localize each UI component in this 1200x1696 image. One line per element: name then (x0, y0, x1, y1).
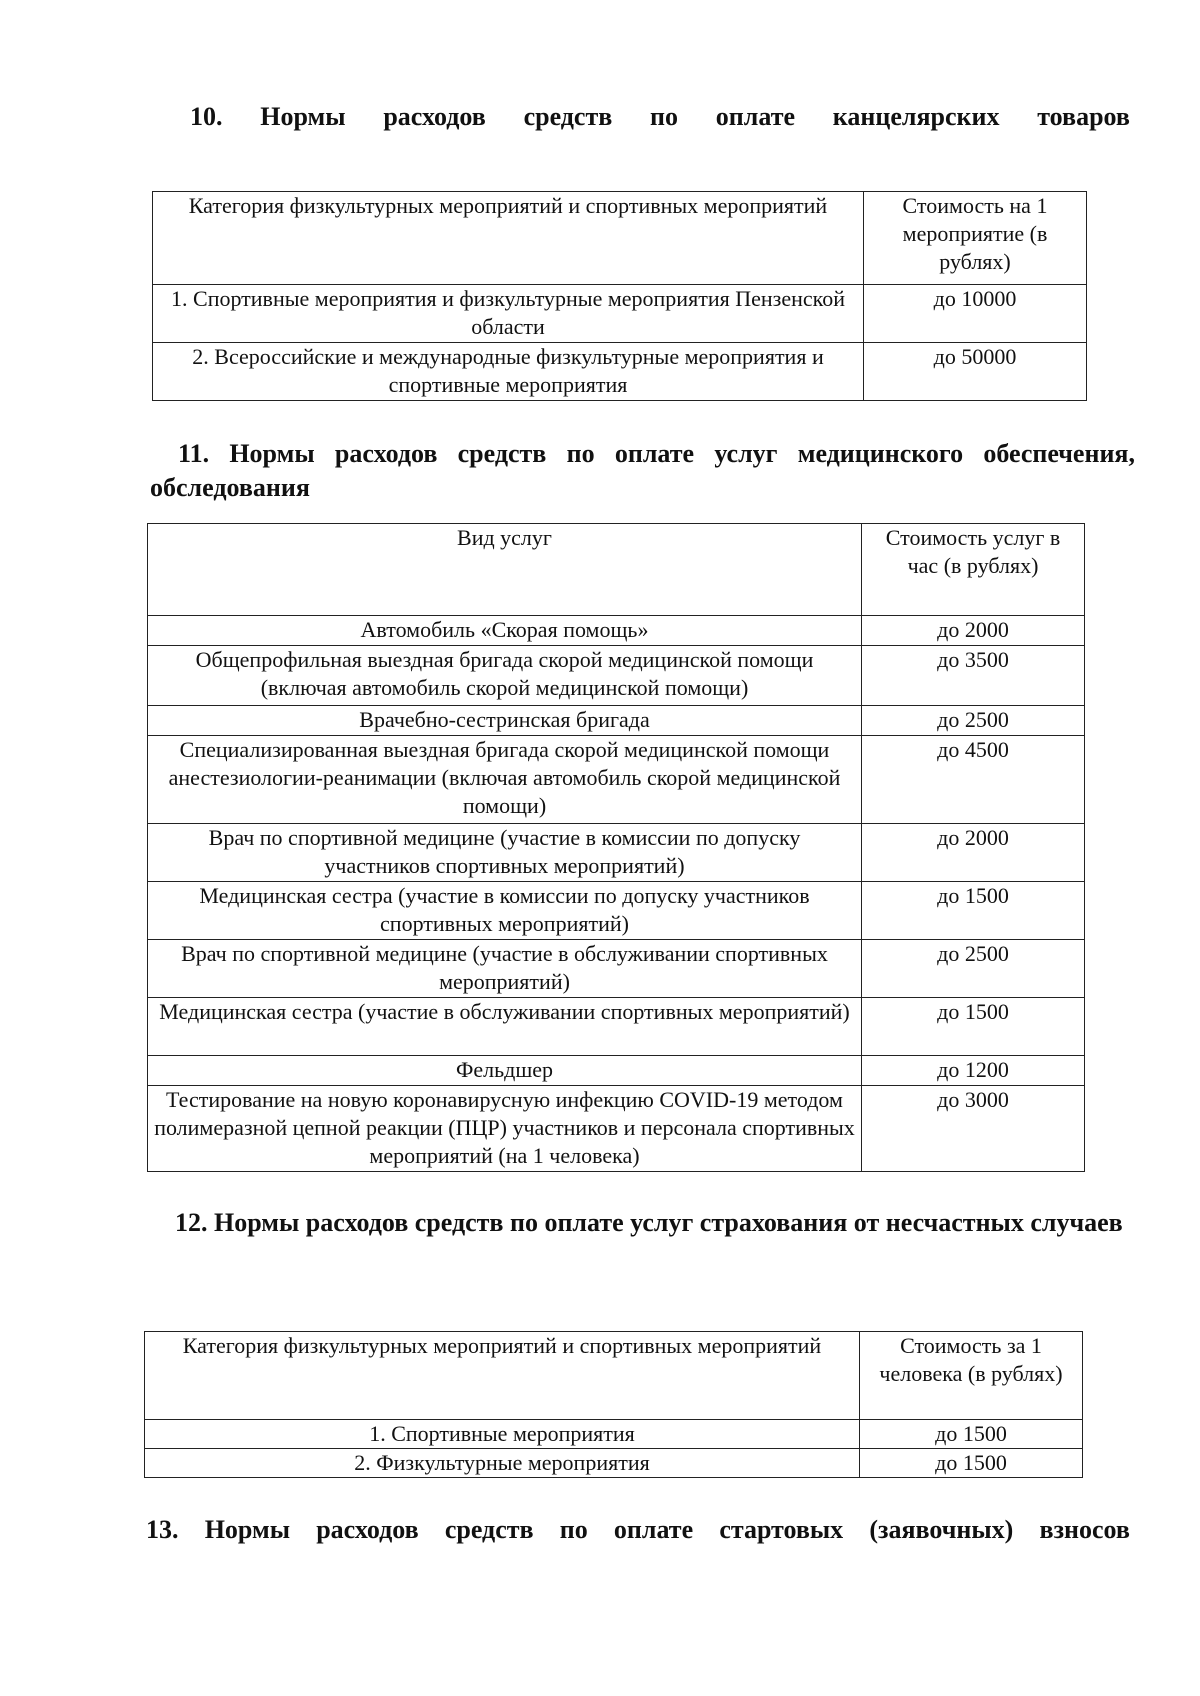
row-name-cell: Общепрофильная выездная бригада скорой медицинской помощи (включая автомобиль скорой медицинской помощи) (148, 646, 862, 706)
heading-word: товаров (1037, 102, 1130, 131)
stationery-cost-table (152, 191, 1087, 401)
row-name-cell: 1. Спортивные мероприятия и физкультурные мероприятия Пензенской области (153, 285, 864, 343)
heading-word: средств (523, 102, 613, 131)
row-name-cell: Медицинская сестра (участие в обслуживании спортивных мероприятий) (148, 998, 862, 1056)
heading-word: 10. (190, 102, 223, 131)
row-name-cell: 2. Всероссийские и международные физкультурные мероприятия и спортивные мероприятия (153, 343, 864, 401)
row-cost-cell: до 10000 (864, 285, 1087, 343)
table-header-row (145, 1332, 1083, 1420)
row-cost-cell: до 50000 (864, 343, 1087, 401)
heading-word: (заявочных) (869, 1515, 1014, 1544)
heading-word: расходов (383, 102, 486, 131)
heading-word: расходов (316, 1515, 419, 1544)
table-header-row (148, 524, 1085, 616)
row-cost-cell: до 1500 (860, 1420, 1083, 1449)
row-name-cell: Врач по спортивной медицине (участие в комиссии по допуску участников спортивных мероприятий) (148, 824, 862, 882)
row-name-cell: Медицинская сестра (участие в комиссии по допуску участников спортивных мероприятий) (148, 882, 862, 940)
row-cost-cell: до 4500 (862, 736, 1085, 824)
header-cost-cell: Стоимость за 1 человека (в рублях) (860, 1332, 1083, 1420)
section-10-heading (190, 100, 1130, 134)
row-cost-cell: до 2000 (862, 824, 1085, 882)
header-service-cell: Вид услуг (148, 524, 862, 616)
heading-word: оплате (613, 1515, 694, 1544)
medical-services-table (147, 523, 1085, 1172)
header-cost-cell: Стоимость услуг в час (в рублях) (862, 524, 1085, 616)
insurance-cost-table (144, 1331, 1083, 1478)
row-cost-cell: до 2500 (862, 940, 1085, 998)
table-row (148, 940, 1085, 998)
row-name-cell: Тестирование на новую коронавирусную инфекцию COVID-19 методом полимеразной цепной реакции (ПЦР) участников и персонала спортивных мероприятий (на 1 человека) (148, 1086, 862, 1172)
section-12-heading (145, 1206, 1130, 1240)
row-name-cell: Специализированная выездная бригада скорой медицинской помощи анестезиологии-реанимации (включая автомобиль скорой медицинской помощи) (148, 736, 862, 824)
section-13-heading (146, 1513, 1130, 1547)
table-row (148, 616, 1085, 646)
heading-word: оплате (715, 102, 796, 131)
table-row (148, 824, 1085, 882)
row-cost-cell: до 1500 (860, 1449, 1083, 1478)
heading-word: взносов (1039, 1515, 1130, 1544)
table-row (148, 882, 1085, 940)
header-cost-cell: Стоимость на 1 мероприятие (в рублях) (864, 192, 1087, 285)
table-row (148, 736, 1085, 824)
table-row (148, 706, 1085, 736)
row-cost-cell: до 1200 (862, 1056, 1085, 1086)
row-name-cell: Фельдшер (148, 1056, 862, 1086)
header-category-cell: Категория физкультурных мероприятий и спортивных мероприятий (145, 1332, 860, 1420)
heading-word: канцелярских (832, 102, 1000, 131)
table-row (148, 1086, 1085, 1172)
heading-word: Нормы (260, 102, 346, 131)
heading-word: средств (444, 1515, 534, 1544)
table-row (153, 285, 1087, 343)
heading-text: 12. Нормы расходов средств по оплате услуг страхования от несчастных случаев (175, 1208, 1123, 1237)
table-row (145, 1449, 1083, 1478)
table-header-row (153, 192, 1087, 285)
table-row (145, 1420, 1083, 1449)
table-row (148, 1056, 1085, 1086)
row-name-cell: 2. Физкультурные мероприятия (145, 1449, 860, 1478)
row-cost-cell: до 1500 (862, 998, 1085, 1056)
row-cost-cell: до 3500 (862, 646, 1085, 706)
row-cost-cell: до 1500 (862, 882, 1085, 940)
heading-word: по (650, 102, 679, 131)
row-name-cell: Врачебно-сестринская бригада (148, 706, 862, 736)
row-name-cell: Врач по спортивной медицине (участие в обслуживании спортивных мероприятий) (148, 940, 862, 998)
row-cost-cell: до 2000 (862, 616, 1085, 646)
heading-word: по (559, 1515, 588, 1544)
row-cost-cell: до 2500 (862, 706, 1085, 736)
heading-word: 13. (146, 1515, 179, 1544)
heading-word: Нормы (204, 1515, 290, 1544)
section-11-heading (150, 437, 1135, 505)
table-row (148, 646, 1085, 706)
row-name-cell: 1. Спортивные мероприятия (145, 1420, 860, 1449)
table-row (153, 343, 1087, 401)
header-category-cell: Категория физкультурных мероприятий и спортивных мероприятий (153, 192, 864, 285)
row-name-cell: Автомобиль «Скорая помощь» (148, 616, 862, 646)
heading-word: стартовых (719, 1515, 844, 1544)
heading-text: 11. Нормы расходов средств по оплате услуг медицинского обеспечения, обследования (150, 439, 1135, 502)
row-cost-cell: до 3000 (862, 1086, 1085, 1172)
table-row (148, 998, 1085, 1056)
